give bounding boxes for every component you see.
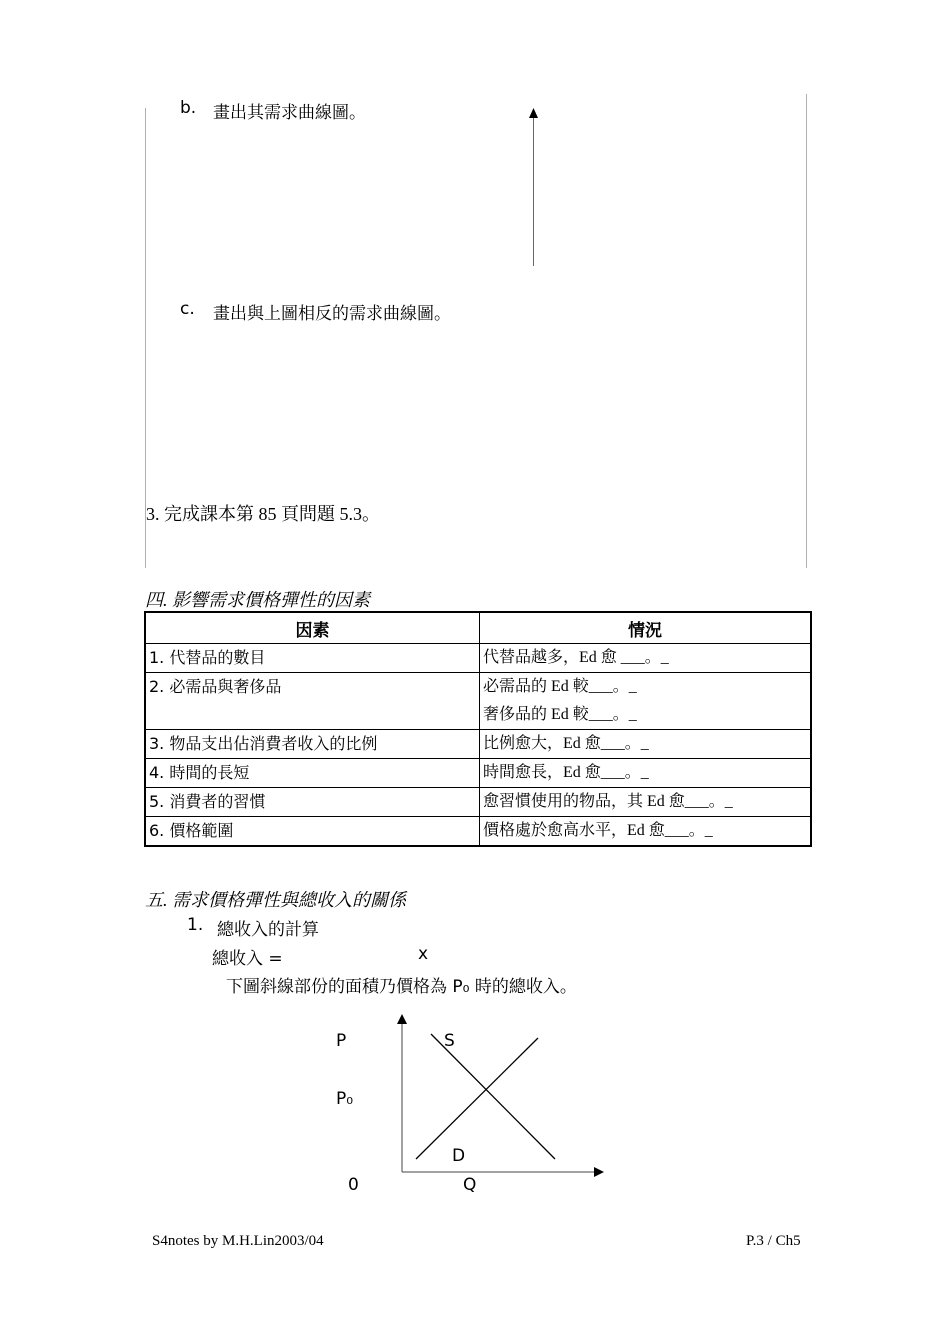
- situation-cell: 比例愈大，Ed 愈___。_: [480, 730, 812, 759]
- table-header-situation: 情況: [480, 612, 812, 644]
- elasticity-factors-table: [144, 611, 812, 847]
- table-row: [145, 673, 811, 730]
- footer-right: P.3 / Ch5: [746, 1233, 801, 1249]
- table-row: [145, 788, 811, 817]
- item-3-text: 3. 完成課本第 85 頁問題 5.3。: [146, 504, 380, 524]
- situation-cell: 愈習慣使用的物品，其 Ed 愈___。_: [480, 788, 812, 817]
- situation-cell: 時間愈長，Ed 愈___。_: [480, 759, 812, 788]
- situation-line: 必需品的 Ed 較___。_: [483, 678, 637, 695]
- graph-q-label: Q: [463, 1175, 477, 1195]
- graph-p0-label: P₀: [336, 1089, 354, 1109]
- factor-cell: 1. 代替品的數目: [145, 644, 480, 673]
- part-b-axis: [526, 104, 542, 268]
- factor-cell: 5. 消費者的習慣: [145, 788, 480, 817]
- factor-cell: 4. 時間的長短: [145, 759, 480, 788]
- formula-times: x: [418, 944, 429, 964]
- table-row: [145, 730, 811, 759]
- right-frame-line: [806, 94, 807, 568]
- supply-demand-graph: [330, 1010, 620, 1200]
- graph-origin-label: 0: [348, 1175, 359, 1195]
- table-row: [145, 759, 811, 788]
- table-row: [145, 644, 811, 673]
- section-5-heading: 五. 需求價格彈性與總收入的關係: [145, 890, 406, 910]
- situation-cell: 價格處於愈高水平，Ed 愈___。_: [480, 817, 812, 847]
- sub-1-number: 1.: [187, 915, 204, 935]
- supply-curve: [416, 1038, 538, 1159]
- part-b-text: 畫出其需求曲線圖。: [213, 103, 366, 123]
- situation-cell: [480, 673, 812, 730]
- part-c-text: 畫出與上圖相反的需求曲線圖。: [213, 304, 451, 324]
- factor-cell: 2. 必需品與奢侈品: [145, 673, 480, 730]
- factor-cell: 3. 物品支出佔消費者收入的比例: [145, 730, 480, 759]
- graph-p-label: P: [336, 1031, 347, 1051]
- formula-left: 總收入 =: [212, 949, 283, 969]
- explanation-text: 下圖斜線部份的面積乃價格為 P₀ 時的總收入。: [226, 977, 577, 997]
- section-4-heading: 四. 影響需求價格彈性的因素: [145, 590, 370, 610]
- price-axis-arrow: [397, 1014, 407, 1024]
- part-b-letter: b.: [180, 98, 197, 118]
- table-header-factor: 因素: [145, 612, 480, 644]
- table-row: [145, 817, 811, 847]
- quantity-axis-arrow: [594, 1167, 604, 1177]
- footer-left: S4notes by M.H.Lin2003/04: [152, 1233, 324, 1249]
- graph-d-label: D: [452, 1146, 466, 1166]
- table-header-row: [145, 612, 811, 644]
- sub-1-title: 總收入的計算: [217, 920, 319, 940]
- factor-cell: 6. 價格範圍: [145, 817, 480, 847]
- demand-curve: [431, 1034, 555, 1159]
- left-frame-line: [145, 108, 146, 568]
- situation-line: 奢侈品的 Ed 較___。_: [483, 706, 637, 723]
- part-c-letter: c.: [180, 299, 195, 319]
- situation-cell: 代替品越多，Ed 愈 ___。_: [480, 644, 812, 673]
- graph-s-label: S: [444, 1031, 455, 1051]
